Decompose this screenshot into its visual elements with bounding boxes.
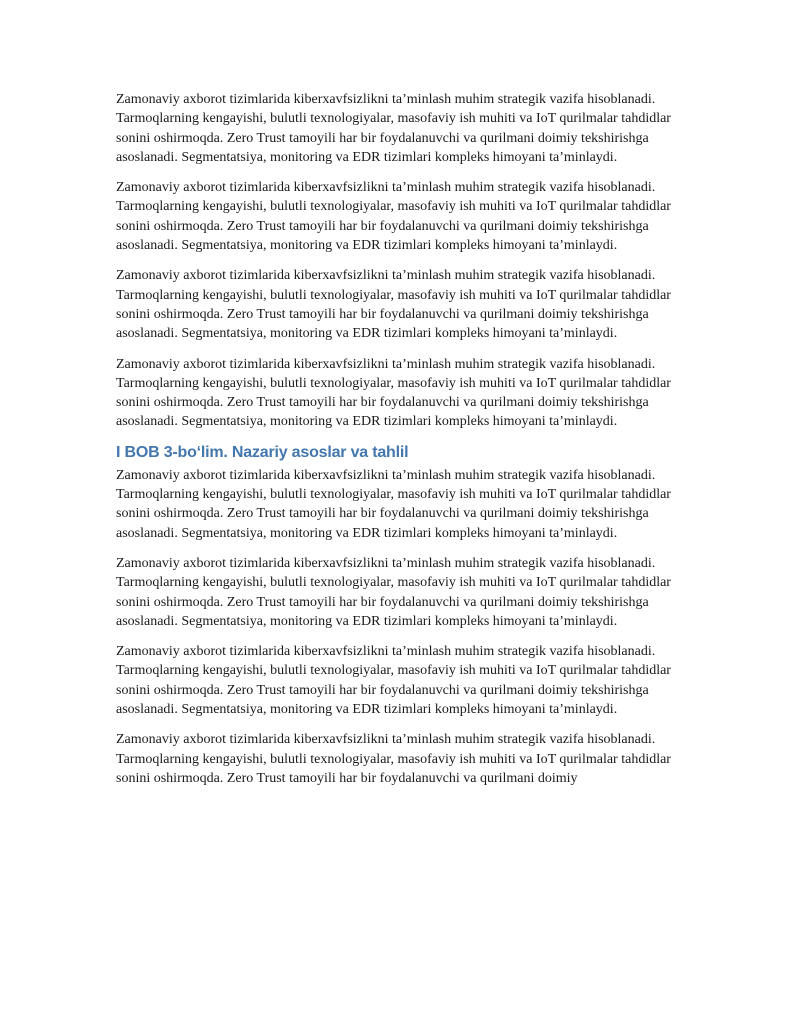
section-heading: I BOB 3-boʻlim. Nazariy asoslar va tahlil: [116, 443, 409, 461]
body-paragraph: Zamonaviy axborot tizimlarida kiberxavfsizlikni taʼminlash muhim strategik vazifa hisoblanadi. Tarmoqlarning kengayishi, bulutli texnologiyalar, masofaviy ish muhiti va IoT qurilmalar tahdidlar sonini oshirmoqda. Zero Trust tamoyili har bir foydalanuvchi va qurilmani doimiy tekshirishga asoslanadi. Segmentatsiya, monitoring va EDR tizimlari kompleks himoyani taʼminlaydi.: [116, 180, 671, 254]
body-paragraph: Zamonaviy axborot tizimlarida kiberxavfsizlikni taʼminlash muhim strategik vazifa hisoblanadi. Tarmoqlarning kengayishi, bulutli texnologiyalar, masofaviy ish muhiti va IoT qurilmalar tahdidlar sonini oshirmoqda. Zero Trust tamoyili har bir foydalanuvchi va qurilmani doimiy tekshirishga asoslanadi. Segmentatsiya, monitoring va EDR tizimlari kompleks himoyani taʼminlaydi.: [116, 644, 671, 718]
body-paragraph: Zamonaviy axborot tizimlarida kiberxavfsizlikni taʼminlash muhim strategik vazifa hisoblanadi. Tarmoqlarning kengayishi, bulutli texnologiyalar, masofaviy ish muhiti va IoT qurilmalar tahdidlar sonini oshirmoqda. Zero Trust tamoyili har bir foydalanuvchi va qurilmani doimiy tekshirishga asoslanadi. Segmentatsiya, monitoring va EDR tizimlari kompleks himoyani taʼminlaydi.: [116, 356, 671, 430]
body-paragraph: Zamonaviy axborot tizimlarida kiberxavfsizlikni taʼminlash muhim strategik vazifa hisoblanadi. Tarmoqlarning kengayishi, bulutli texnologiyalar, masofaviy ish muhiti va IoT qurilmalar tahdidlar sonini oshirmoqda. Zero Trust tamoyili har bir foydalanuvchi va qurilmani doimiy tekshirishga asoslanadi. Segmentatsiya, monitoring va EDR tizimlari kompleks himoyani taʼminlaydi.: [116, 467, 671, 541]
document-content: [116, 90, 694, 788]
body-paragraph: Zamonaviy axborot tizimlarida kiberxavfsizlikni taʼminlash muhim strategik vazifa hisoblanadi. Tarmoqlarning kengayishi, bulutli texnologiyalar, masofaviy ish muhiti va IoT qurilmalar tahdidlar sonini oshirmoqda. Zero Trust tamoyili har bir foydalanuvchi va qurilmani doimiy tekshirishga asoslanadi. Segmentatsiya, monitoring va EDR tizimlari kompleks himoyani taʼminlaydi.: [116, 92, 671, 165]
body-paragraph: Zamonaviy axborot tizimlarida kiberxavfsizlikni taʼminlash muhim strategik vazifa hisoblanadi. Tarmoqlarning kengayishi, bulutli texnologiyalar, masofaviy ish muhiti va IoT qurilmalar tahdidlar sonini oshirmoqda. Zero Trust tamoyili har bir foydalanuvchi va qurilmani doimiy tekshirishga asoslanadi. Segmentatsiya, monitoring va EDR tizimlari kompleks himoyani taʼminlaydi.: [116, 268, 671, 342]
body-paragraph: Zamonaviy axborot tizimlarida kiberxavfsizlikni taʼminlash muhim strategik vazifa hisoblanadi. Tarmoqlarning kengayishi, bulutli texnologiyalar, masofaviy ish muhiti va IoT qurilmalar tahdidlar sonini oshirmoqda. Zero Trust tamoyili har bir foydalanuvchi va qurilmani doimiy tekshirishga asoslanadi. Segmentatsiya, monitoring va EDR tizimlari kompleks himoyani taʼminlaydi.: [116, 555, 671, 629]
partial-paragraph: Zamonaviy axborot tizimlarida kiberxavfsizlikni taʼminlash muhim strategik vazifa hisoblanadi. Tarmoqlarning kengayishi, bulutli texnologiyalar, masofaviy ish muhiti va IoT qurilmalar tahdidlar sonini oshirmoqda. Zero Trust tamoyili har bir foydalanuvchi va qurilmani doimiy: [116, 732, 671, 786]
